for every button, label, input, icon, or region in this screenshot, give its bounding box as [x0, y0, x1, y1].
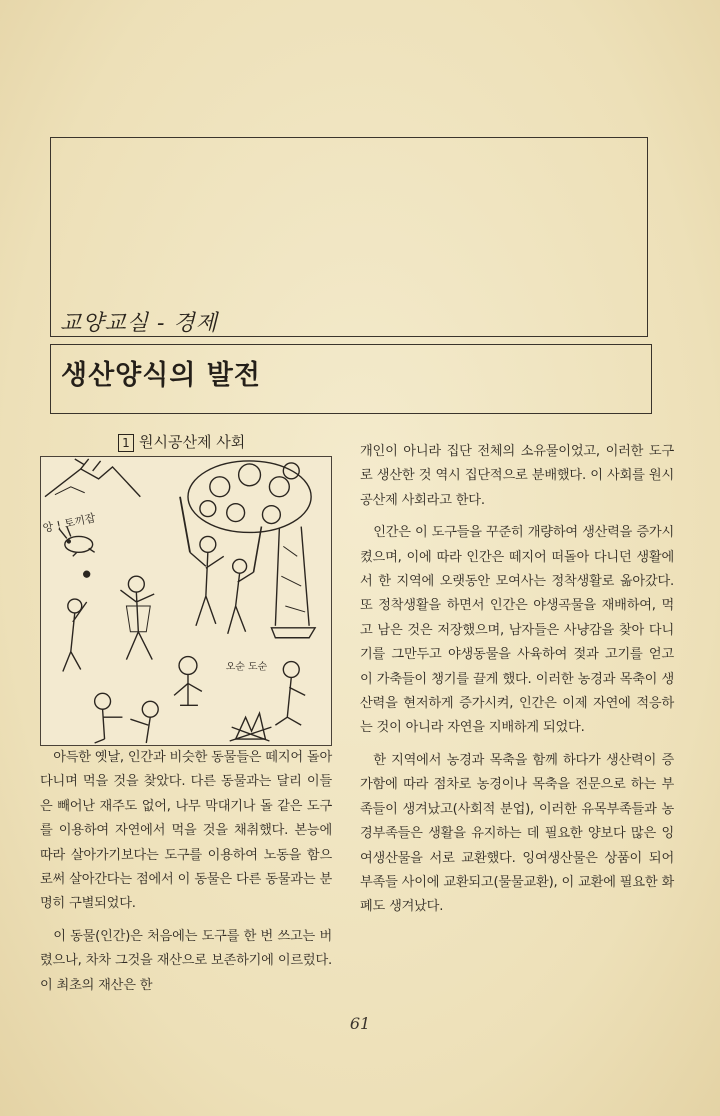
tree-drawing	[188, 461, 315, 638]
section-heading	[118, 431, 245, 452]
rabbit-caption: 앙 ! 토끼잡	[41, 511, 97, 536]
section-title: 원시공산제 사회	[139, 433, 246, 451]
left-column-text	[40, 746, 332, 998]
volcano-drawing	[45, 459, 140, 497]
article-title: 생산양식의 발전	[61, 360, 261, 391]
paragraph: 아득한 옛날, 인간과 비슷한 동물들은 떼지어 돌아다니며 먹을 것을 찾았다. 다른 동물과는 달리 이들은 빼어난 재주도 없어, 나무 막대기나 돌 같은 도구를 이용하여 자연에서 먹을 것을 채취했다. 본능에 따라 살아가기보다는 도구를 이용하여 노동을 함으로써 살아간다는 점에서 이 동물은 다른 동물과는 분명히 구별되었다.	[40, 750, 332, 912]
paragraph: 한 지역에서 농경과 목축을 함께 하다가 생산력이 증가함에 따라 점차로 농경이나 목축을 전문으로 하는 부족들이 생겨났고(사회적 분업), 이러한 유목부족들과 농경부족들은 생활을 유지하는 데 필요한 양보다 많은 잉여생산물을 서로 교환했다. 잉여생산물은 상품이 되어 부족들 사이에 교환되고(물물교환), 이 교환에 필요한 화폐도 생겨났다.	[360, 752, 674, 915]
fire-caption: 오순 도순	[225, 661, 268, 673]
category-label: 교양교실 - 경제	[60, 311, 218, 336]
headline-frame	[50, 344, 652, 414]
rabbit-drawing	[59, 527, 95, 557]
page-number: 61	[349, 1014, 371, 1033]
right-column-text	[360, 440, 674, 920]
paragraph: 이 동물(인간)은 처음에는 도구를 한 번 쓰고는 버렸으나, 차차 그것을 재산으로 보존하기에 이르렀다. 이 최초의 재산은 한	[40, 928, 332, 993]
paragraph: 개인이 아니라 집단 전체의 소유물이었고, 이러한 도구로 생산한 것 역시 집단적으로 분배했다. 이 사회를 원시공산제 사회라고 한다.	[360, 444, 674, 508]
primitive-society-illustration	[40, 456, 332, 746]
paragraph: 인간은 이 도구들을 꾸준히 개량하여 생산력을 증가시켰으며, 이에 따라 인간은 떼지어 떠돌아 다니던 생활에서 한 지역에 오랫동안 모여사는 정착생활로 옮아갔다. 또 정착생활을 하면서 인간은 야생곡물을 재배하여, 먹고 남은 것은 저장했으며, 남자들은 사냥감을 찾아 다니기를 그만두고 야생동물을 사육하여 젖과 고기를 얻고 이 가축들이 챙기를 끌게 했다. 이러한 농경과 목축이 생산력을 현저하게 증가시켜, 인간은 이제 자연에 적응하는 것이 아니라 자연을 지배하게 되었다.	[360, 525, 674, 736]
section-number: 1	[118, 434, 134, 452]
campfire-scene	[95, 657, 306, 743]
